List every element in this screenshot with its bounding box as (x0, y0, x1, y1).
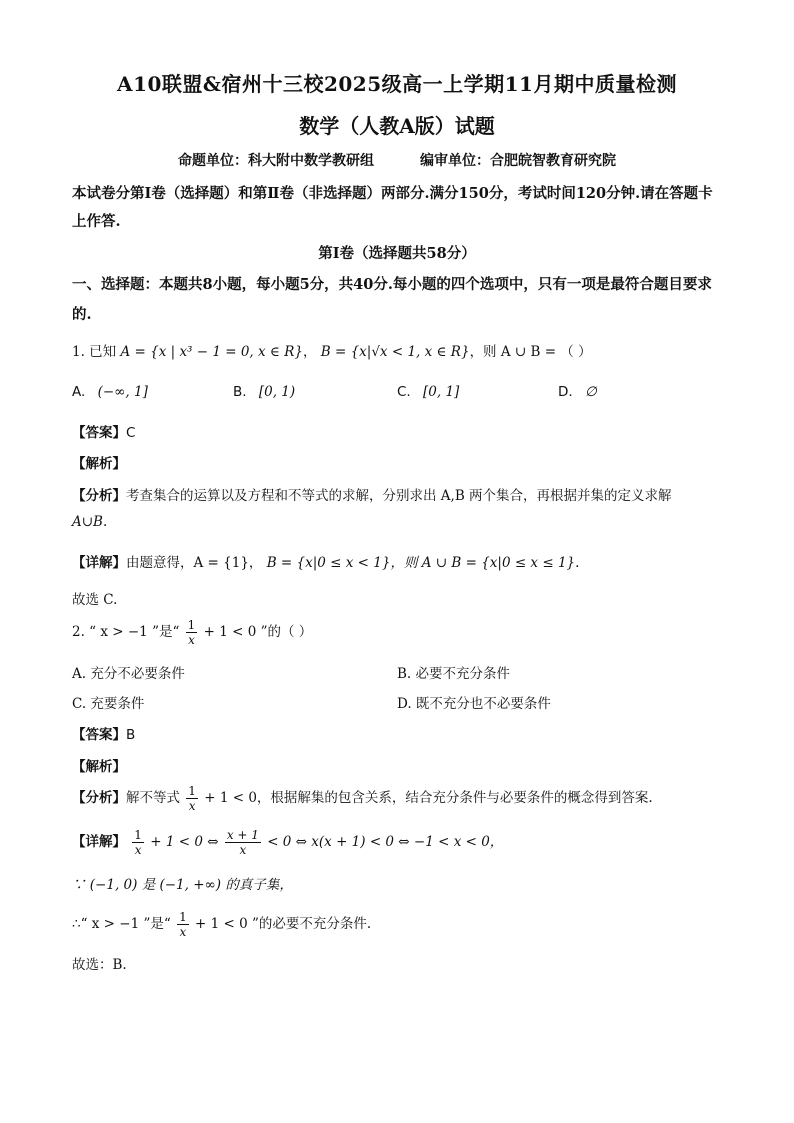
q2-therefore: ∴“ x > −1 ”是“ $\frac{1}{x}$ + 1 < 0 ”的必要不充分条件. (72, 910, 372, 939)
q2-detail-fraction-1: $\frac{1}{x}$ (134, 828, 142, 857)
part1-heading: 一、选择题：本题共8小题，每小题5分，共40分.每小题的四个选项中，只有一项是最符合题目要求的. (72, 276, 712, 323)
q1-prefix: 1. 已知 (72, 344, 117, 360)
q1-analysis-tag: 【解析】 (72, 456, 126, 472)
q1-detail: 【详解】由题意得，A = {1}， B = {x|0 ≤ x < 1}，则 A ∪ B = {x|0 ≤ x ≤ 1}. (72, 555, 580, 571)
proposer-unit: 命题单位：科大附中数学教研组 (178, 153, 374, 169)
q2-option-c: C. 充要条件 (72, 696, 145, 712)
q2-answer-value: B (126, 727, 136, 743)
q1-suffix: ，则 A ∪ B = （ ） (469, 344, 592, 360)
q1-option-d-value: ∅ (584, 384, 597, 400)
q1-option-c: C. [0, 1] (397, 384, 460, 400)
q1-set-b: B = {x|√x < 1, x ∈ R} (320, 344, 470, 360)
question-1 (72, 340, 592, 360)
q2-detail-fraction-2: $\frac{x + 1}{x}$ (226, 828, 259, 857)
q1-set-a: A = {x | x³ − 1 = 0, x ∈ R} (120, 344, 303, 360)
q1-sep: ， (302, 344, 317, 360)
q2-suffix: + 1 < 0 ”的（ ） (203, 624, 313, 640)
q1-option-b: B. [0, 1) (233, 384, 296, 400)
exam-title: A10联盟&宿州十三校2025级高一上学期11月期中质量检测 (117, 72, 677, 96)
exam-units (0, 150, 794, 170)
q2-answer: 【答案】B (72, 727, 136, 743)
q2-fraction: $\frac{1}{x}$ (187, 618, 196, 647)
q1-option-a-value: (−∞, 1] (97, 384, 148, 400)
q1-option-c-value: [0, 1] (423, 384, 460, 400)
q1-fenxi-cont: A∪B. (72, 514, 108, 530)
q2-because: ∵ (−1, 0) 是 (−1, +∞) 的真子集， (72, 877, 293, 893)
q2-fenxi-fraction: $\frac{1}{x}$ (188, 784, 196, 813)
exam-instructions: 本试卷分第Ⅰ卷（选择题）和第Ⅱ卷（非选择题）两部分.满分150分，考试时间120分钟.请在答题卡上作答. (72, 185, 713, 230)
q2-fenxi: 【分析】解不等式 $\frac{1}{x}$ + 1 < 0，根据解集的包含关系，结合充分条件与必要条件的概念得到答案. (72, 784, 653, 813)
q1-fenxi: 【分析】考查集合的运算以及方程和不等式的求解，分别求出 A,B 两个集合，再根据并集的定义求解 (72, 488, 672, 504)
reviewer-unit: 编审单位：合肥皖智教育研究院 (420, 153, 616, 169)
q2-conclusion: 故选：B. (72, 957, 127, 973)
q2-option-b: B. 必要不充分条件 (397, 666, 511, 682)
q2-option-d: D. 既不充分也不必要条件 (397, 696, 551, 712)
q2-detail: 【详解】 $\frac{1}{x}$ + 1 < 0 ⇔ $\frac{x + 1}{x}$ < 0 ⇔ x(x + 1) < 0 ⇔ −1 < x < 0， (72, 828, 504, 857)
q1-conclusion: 故选 C. (72, 592, 118, 608)
q2-therefore-fraction: $\frac{1}{x}$ (179, 910, 187, 939)
exam-subtitle: 数学（人教A版）试题 (299, 114, 495, 138)
section-title: 第Ⅰ卷（选择题共58分） (318, 245, 476, 262)
question-2 (72, 618, 312, 647)
q1-answer (72, 421, 135, 441)
q1-option-a: A. (−∞, 1] (72, 384, 148, 400)
answer-tag: 【答案】 (72, 425, 126, 441)
q2-prefix: 2. “ x > −1 ”是“ (72, 624, 180, 640)
q2-analysis-tag: 【解析】 (72, 759, 126, 775)
q2-option-a: A. 充分不必要条件 (72, 666, 185, 682)
q1-answer-value: C (126, 425, 136, 441)
q1-option-b-value: [0, 1) (258, 384, 296, 400)
q1-option-d: D. ∅ (558, 384, 597, 400)
